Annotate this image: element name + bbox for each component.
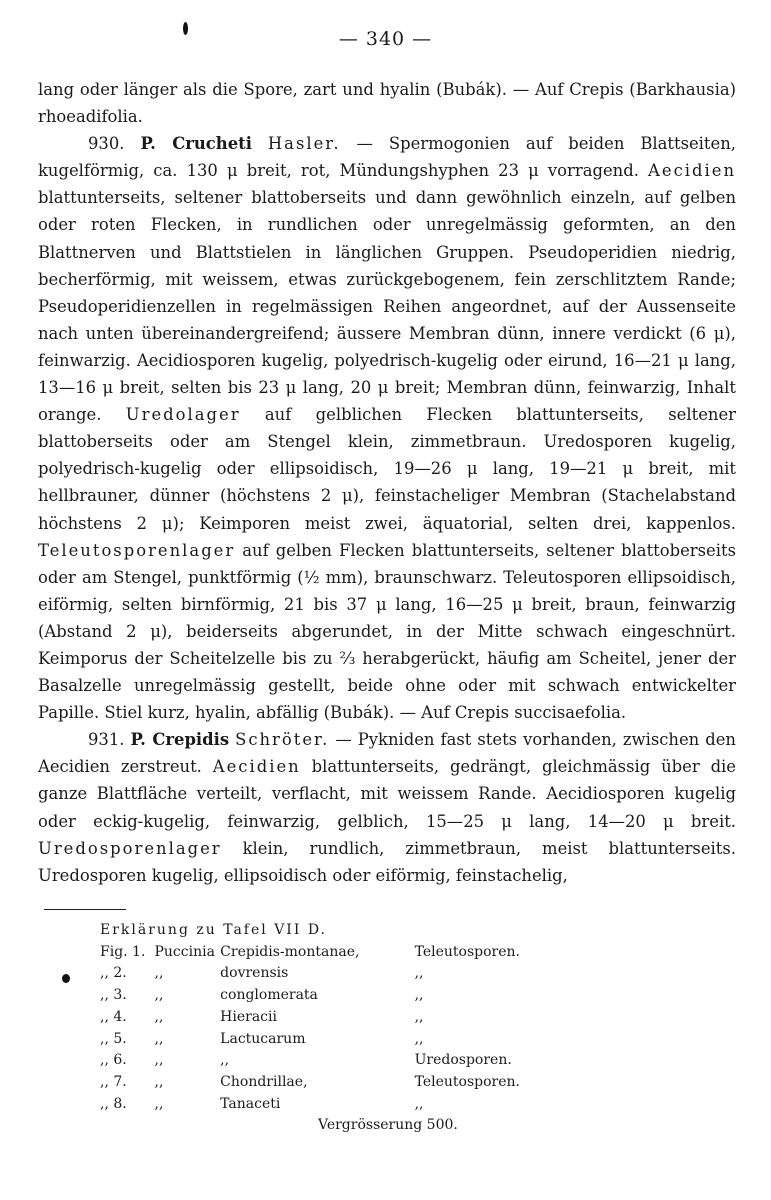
legend-species: conglomerata (220, 987, 318, 1004)
text-run: lang oder länger als die Spore, zart und hyalin (Bubák). — Auf Crepis (Barkhausia) rhoeadifolia. (38, 80, 736, 127)
plate-legend (100, 920, 520, 1137)
paragraph (38, 76, 736, 130)
text-run: auf gelblichen Flecken blattunterseits, seltener blattoberseits oder am Stengel klein, zimmetbraun. Uredosporen kugelig, polyedrisch-kugelig oder ellipsoidisch, 19—26 μ lang, 19—21 μ breit, mit hellbrauner, dünner (höchstens 2 μ), feinstacheliger Membran (Stachelabstand höchstens 2 μ); Keimporen meist zwei, äquatorial, selten drei, kappenlos. (38, 405, 736, 533)
text-run: — Spermogonien auf beiden Blattseiten, kugelförmig, ca. 130 μ breit, rot, Mündungshyphen 23 μ vorragend. (38, 134, 736, 181)
spaced-term: Aecidien (212, 757, 301, 777)
page-number: — 340 — (338, 28, 433, 50)
spaced-term: Hasler. (267, 134, 341, 154)
text-run: auf gelben Flecken blattunterseits, seltener blattoberseits oder am Stengel, punktförmig (½ mm), braunschwarz. Teleutosporen ellipsoidisch, eiförmig, selten birnförmig, 21 bis 37 μ lang, 16—25 μ breit, braun, feinwarzig (Abstand 2 μ), beiderseits abgerundet, in der Mitte schwach eingeschnürt. Keimporus der Scheitelzelle bis zu ⅔ herabgerückt, häufig am Scheitel, jener der Basalzelle unregelmässig gestellt, beide ohne oder mit schwach entwickelter Papille. Stiel kurz, hyalin, abfällig (Bubák). — Auf Crepis succisaefolia. (38, 540, 736, 723)
legend-stage: Teleutosporen. (414, 1073, 520, 1090)
spaced-term: Schröter. (235, 730, 330, 750)
legend-row (100, 1072, 520, 1094)
legend-species: Lactucarum (220, 1030, 306, 1047)
text-run: blattunterseits, gedrängt, gleichmässig über die ganze Blattfläche verteilt, verflacht, mit weissem Rande. Aecidiosporen kugelig oder eckig-kugelig, feinwarzig, gelblich, 15—25 μ lang, 14—20 μ breit. (38, 757, 736, 831)
legend-genus: ,, (154, 1030, 164, 1047)
legend-species: Hieracii (220, 1008, 277, 1025)
legend-row (100, 1029, 520, 1051)
species-name: P. Crepidis (130, 730, 230, 750)
text-run: blattunterseits, seltener blattoberseits und dann gewöhnlich einzeln, auf gelben oder roten Flecken, in rundlichen oder unregelmässig geformten, an den Blattnerven und Blattstielen in länglichen Gruppen. Pseudoperidien niedrig, becherförmig, mit weissem, etwas zurückgebogenem, fein zerschlitztem Rande; Pseudoperidienzellen in regelmässigen Reihen angeordnet, auf der Aussenseite nach unten übereinandergreifend; äussere Membran dünn, innere verdickt (6 μ), feinwarzig. Aecidiosporen kugelig, polyedrisch-kugelig oder eirund, 16—21 μ lang, 13—16 μ breit, selten bis 23 μ lang, 20 μ breit; Membran dünn, feinwarzig, Inhalt orange. (38, 188, 736, 425)
spaced-term: Teleutosporenlager (38, 540, 236, 560)
spaced-term: Uredolager (125, 405, 241, 425)
legend-table (100, 942, 520, 1116)
legend-fig: ,, 6. (100, 1052, 127, 1069)
legend-species: dovrensis (220, 965, 289, 982)
legend-row (100, 1050, 520, 1072)
legend-fig: ,, 2. (100, 965, 127, 982)
legend-stage: Uredosporen. (414, 1052, 512, 1069)
paragraph (38, 726, 736, 889)
legend-fig: ,, 4. (100, 1008, 127, 1025)
legend-stage: ,, (414, 1030, 424, 1047)
ink-speck-left (62, 974, 70, 983)
text-run: klein, rundlich, zimmetbraun, meist blattunterseits. Uredosporen kugelig, ellipsoidisch oder eiförmig, feinstachelig, (38, 838, 736, 885)
legend-species: Tanaceti (220, 1095, 281, 1112)
legend-stage: ,, (414, 1095, 424, 1112)
legend-fig: ,, 5. (100, 1030, 127, 1047)
legend-row (100, 985, 520, 1007)
legend-genus: ,, (154, 1052, 164, 1069)
legend-genus: ,, (154, 1095, 164, 1112)
legend-genus: ,, (154, 1073, 164, 1090)
legend-stage: ,, (414, 965, 424, 982)
text-run: 930. (88, 134, 141, 154)
paragraph (38, 130, 736, 726)
legend-stage: Teleutosporen. (414, 943, 520, 960)
legend-fig: Fig. 1. (100, 943, 146, 960)
spaced-term: Aecidien (648, 161, 736, 181)
legend-genus: Puccinia (154, 943, 215, 960)
text-run: 931. (88, 730, 131, 750)
legend-stage: ,, (414, 1008, 424, 1025)
legend-genus: ,, (154, 987, 164, 1004)
legend-fig: ,, 3. (100, 987, 127, 1004)
body-text (38, 76, 736, 889)
legend-species: Chondrillae, (220, 1073, 308, 1090)
legend-row (100, 1007, 520, 1029)
footnote-rule (44, 909, 126, 910)
legend-fig: ,, 7. (100, 1073, 127, 1090)
legend-fig: ,, 8. (100, 1095, 127, 1112)
legend-species: Crepidis-montanae, (220, 943, 360, 960)
legend-row (100, 963, 520, 985)
text-run: — Pykniden fast stets vorhanden, zwischen den Aecidien zerstreut. (38, 730, 736, 777)
legend-genus: ,, (154, 1008, 164, 1025)
spaced-term: Uredosporenlager (38, 838, 222, 858)
text-run (252, 134, 268, 153)
legend-species: ,, (220, 1052, 230, 1069)
species-name: P. Crucheti (140, 134, 252, 154)
legend-row (100, 1094, 520, 1116)
legend-stage: ,, (414, 987, 424, 1004)
legend-magnification: Vergrösserung 500. (318, 1117, 458, 1134)
legend-title: Erklärung zu Tafel VII D. (100, 922, 327, 938)
legend-genus: ,, (154, 965, 164, 982)
legend-row (100, 942, 520, 964)
